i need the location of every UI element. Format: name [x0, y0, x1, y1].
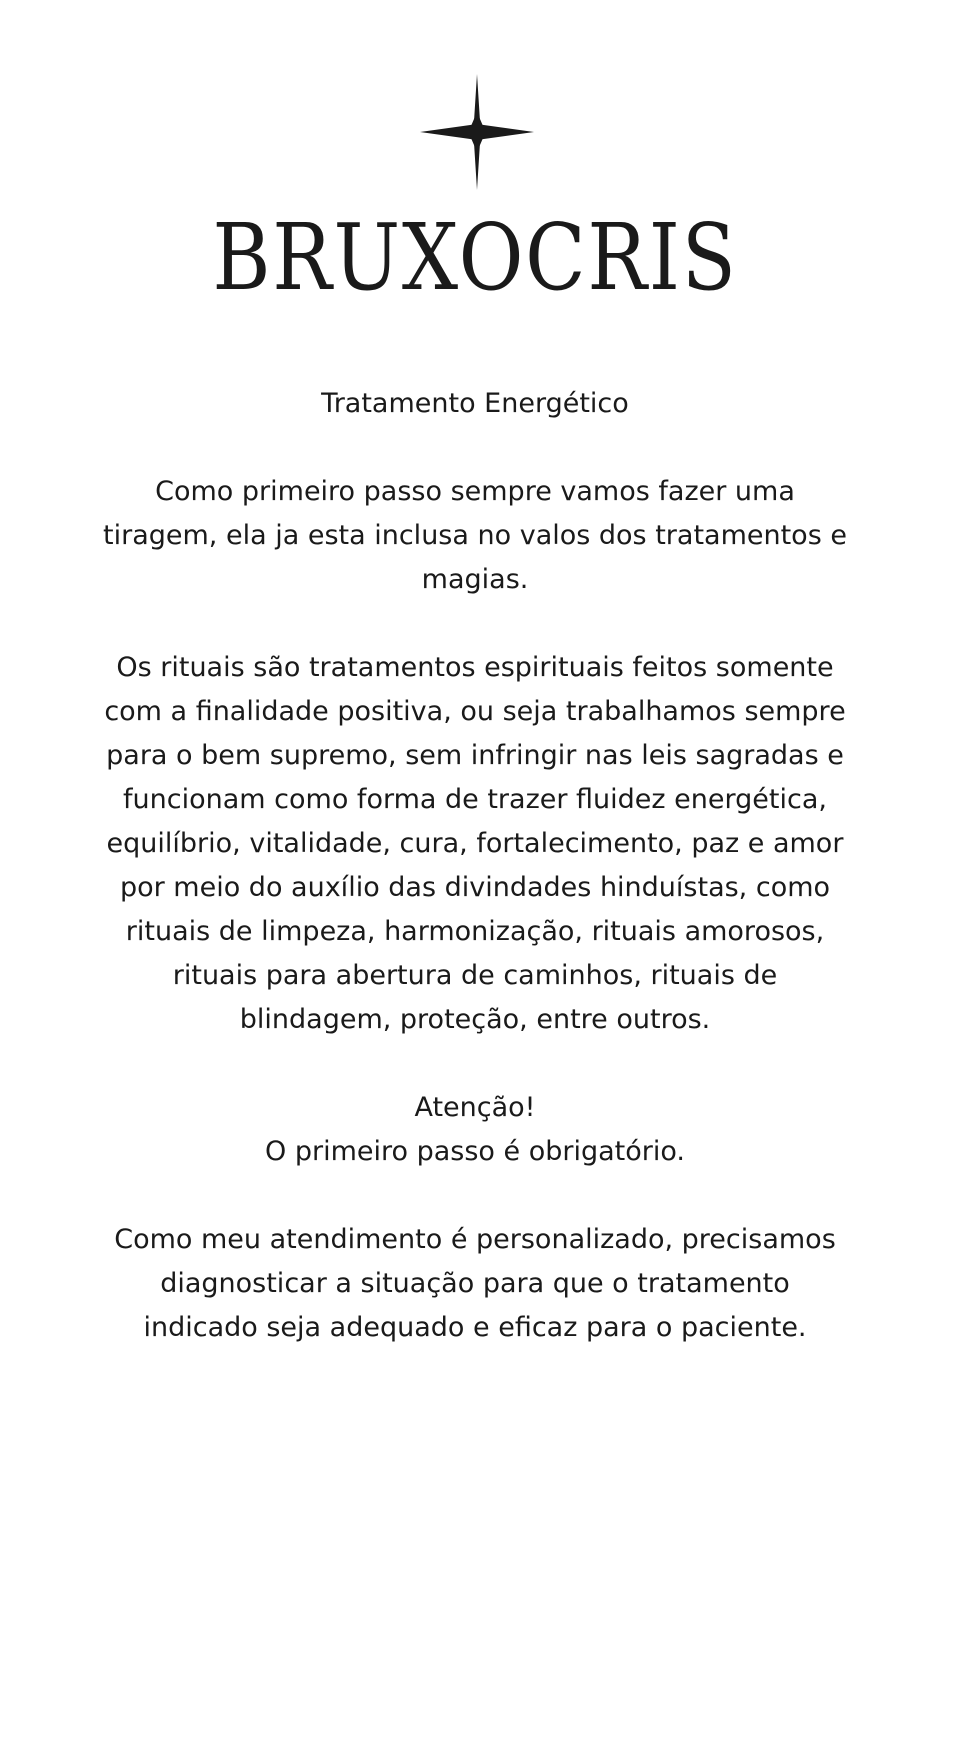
- closing-line: indicado seja adequado e eficaz para o paciente.: [143, 1312, 807, 1343]
- attention-block: [80, 1086, 870, 1174]
- intro-line: tiragem, ela ja esta inclusa no valos dos tratamentos e: [103, 520, 847, 551]
- rituals-line: para o bem supremo, sem infringir nas leis sagradas e: [106, 740, 844, 771]
- attention-text: O primeiro passo é obrigatório.: [265, 1136, 685, 1167]
- rituals-line: funcionam como forma de trazer fluidez energética,: [123, 784, 827, 815]
- closing-line: Como meu atendimento é personalizado, precisamos: [114, 1224, 836, 1255]
- brand-wordmark: BRUXOCRIS: [212, 204, 738, 311]
- intro-line: Como primeiro passo sempre vamos fazer uma: [155, 476, 795, 507]
- rituals-line: por meio do auxílio das divindades hinduístas, como: [119, 872, 831, 903]
- rituals-line: com a finalidade positiva, ou seja trabalhamos sempre: [104, 696, 846, 727]
- attention-heading: Atenção!: [414, 1092, 536, 1123]
- document-body: [80, 382, 870, 1350]
- intro-line: magias.: [421, 564, 529, 595]
- closing-paragraph: [80, 1218, 870, 1350]
- rituals-paragraph: [80, 646, 870, 1042]
- intro-paragraph: [80, 470, 870, 602]
- four-point-star-icon: [420, 74, 534, 190]
- rituals-line: blindagem, proteção, entre outros.: [239, 1004, 711, 1035]
- rituals-line: Os rituais são tratamentos espirituais feitos somente: [116, 652, 834, 683]
- document-title: Tratamento Energético: [321, 388, 629, 419]
- rituals-line: equilíbrio, vitalidade, cura, fortalecimento, paz e amor: [106, 828, 844, 859]
- closing-line: diagnosticar a situação para que o tratamento: [160, 1268, 790, 1299]
- rituals-line: rituais para abertura de caminhos, rituais de: [172, 960, 778, 991]
- rituals-line: rituais de limpeza, harmonização, rituais amorosos,: [125, 916, 825, 947]
